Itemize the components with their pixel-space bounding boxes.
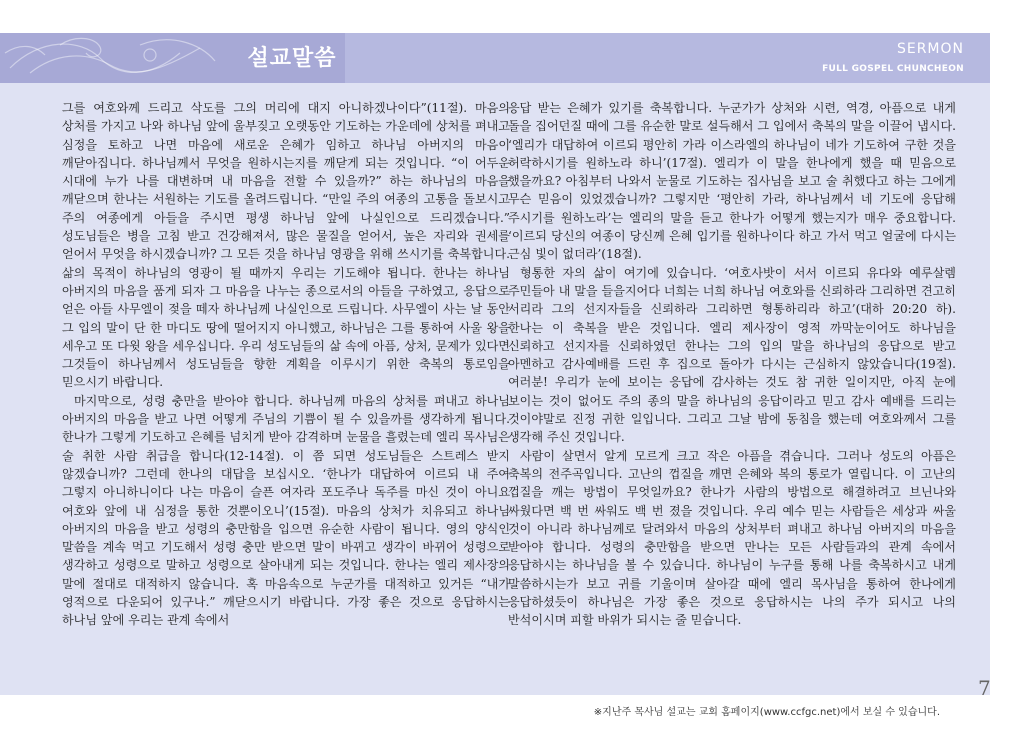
- header-title-panel: [0, 33, 345, 83]
- paragraph: 응답 받는 은혜가 있기를 축복합니다. 누군가가 상처와 시련, 역경, 아픔으로 내게 돌을 집어던질 때에 그를 유순한 말로 설득해서 그 입에서 축복의 말을 이끌어 냅시다. ‘엘리가 대답하여 이르되 평안히 가라 이스라엘의 하나님이 네가 기도하여 구한 것을 허락하시기를 원하노라 하니’(17절). 엘리가 이 말을 한나에게 했을 때 믿음으로 했을까요? 아침부터 나와서 눈물로 기도하는 집사님을 보고 술 취했다고 하는 그에게 무슨 믿음이 있었겠습니까? 그렇지만 ‘평안히 가라, 하나님께서 네 기도에 응답해 주시기를 원하노라’는 엘리의 말을 듣고 한나가 어떻게 했는지가 매우 중요합니다. ‘이르되 당신의 여종이 당신께 은혜 입기를 원하나이다 하고 가서 먹고 얼굴에 다시는 근심 빛이 없더라’(18절).: [508, 101, 956, 262]
- page-title: 설교말씀: [247, 46, 337, 71]
- section-label: SERMON: [896, 41, 964, 57]
- paragraph: 그를 여호와께 드리고 삭도를 그의 머리에 대지 아니하겠나이다”(11절). 마음의 상처를 가지고 나와 하나님 앞에 울부짖고 오랫동안 기도하는 가운데에 상처를 펴내고 심정을 토하고 나면 마음에 새로운 은혜가 임하고 하나님 아버지의 마음이 깨닫아집니다. 하나님께서 무엇을 원하시는지를 깨닫게 되는 것입니다. “이 어두운 시대에 누가 나를 대변하며 내 마음을 전할 수 있을까?” 하는 하나님의 마음을 깨닫으며 한나는 서원하는 기도를 올려드립니다. “만일 주의 여종의 고통을 돌보시고 주의 여종에게 아들을 주시면 평생 하나님 앞에 나실인으로 드리겠습니다.” 성도님들은 병을 고침 받고 건강해져서, 많은 물질을 얻어서, 높은 자리와 권세를 얻어서 무엇을 하시겠습니까? 그 모든 것을 하나님 영광을 위해 쓰시기를 축복합니다. 삶의 목적이 하나님의 영광이 될 때까지 우리는 기도해야 됩니다. 한나는 하나님 아버지의 마음을 품게 되자 그 마음을 나누는 종으로서의 아들을 구하였고, 응답으로 얻은 아들 사무엘이 젖을 떼자 하나님께 나실인으로 드립니다. 사무엘이 사는 날 동안 그 입의 말이 단 한 마디도 땅에 떨어지지 아니했고, 하나님은 그를 통하여 사울 왕을 세우고 또 다윗 왕을 세우십니다. 우리 성도님들의 삶 속에 아픔, 상처, 문제가 있다면 그것들이 하나님께서 성도님들을 향한 계획을 이루시기 위한 축복의 통로임을 믿으시기 바랍니다.: [62, 101, 510, 390]
- ornament-swirl-icon: [0, 33, 230, 83]
- paragraph: 사람이 살면서 알게 모르게 크고 작은 아픔을 겪습니다. 그러나 성도의 아픔은 축복의 전주곡입니다. 고난의 껍질을 깨면 은혜와 복의 통로가 열립니다. 이 고난의 껍질을 깨는 방법이 무엇일까요? 한나가 사람의 방법으로 해결하려고 브닌나와 싸웠다면 백 번 싸워도 백 번 졌을 것입니다. 우리 예수 믿는 사람들은 세상과 싸울 것이 아니라 하나님께로 달려와서 마음의 상처부터 펴내고 하나님 아버지의 마음을 받아야 합니다. 성령의 충만함을 받으면 만나는 모든 사람들과의 관계 속에서 응답하시는 하나님을 볼 수 있습니다. 하나님이 누구를 통해 나를 축복하시고 내게 말씀하시는가 보고 귀를 기울이며 살아갈 때에 엘리 목사님을 통하여 한나에게 응답하셨듯이 하나님은 가장 좋은 것으로 응답하시는 나의 주가 되시고 나의 반석이시며 피할 바위가 되시는 줄 믿습니다.: [508, 448, 956, 628]
- footer-note: ※지난주 목사님 설교는 교회 홈페이지(www.ccfgc.net)에서 보실 수 있습니다.: [593, 707, 940, 718]
- page-header: [0, 33, 990, 83]
- paragraph: 형통한 자의 삶이 여기에 있습니다. ‘여호사밧이 서서 이르되 유다와 예루살렘 주민들아 내 말을 들을지어다 너희는 너희 하나님 여호와를 신뢰하라 그리하면 견고히 서리라 그의 선지자들을 신뢰하라 그리하면 형통하리라 하고’(대하 20:20 하). 한나는 이 축복을 받은 것입니다. 엘리 제사장이 영적 까막눈이어도 하나님을 신뢰하고 선지자를 신뢰하였던 한나는 그의 입의 말을 하나님의 응답으로 받고 아멘하고 감사예배를 드린 후 집으로 돌아가 다시는 근심하지 않았습니다(19절). 여러분! 우리가 눈에 보이는 응답에 감사하는 것도 참 귀한 일이지만, 아직 눈에 보이는 것이 없어도 주의 종의 말을 하나님의 응답이라고 믿고 감사 예배를 드리는 것이야말로 진정 귀한 일입니다. 그리고 그날 밤에 동침을 했는데 여호와께서 그를 생각해 주신 것입니다.: [508, 265, 956, 445]
- right-column: [508, 99, 956, 630]
- paragraph: 마지막으로, 성령 충만을 받아야 합니다. 하나님께 마음의 상처를 펴내고 하나님 아버지의 마음을 받고 나면 어떻게 주님의 기쁨이 될 수 있을까를 생각하게 됩니다. 한나가 그렇게 기도하고 은혜를 넘치게 받아 감격하며 눈물을 흘렸는데 엘리 목사님은 술 취한 사람 취급을 합니다(12-14절). 이 쯤 되면 성도님들은 스트레스 받지 않겠습니까? 그런데 한나의 대답을 보십시오. ‘한나가 대답하여 이르되 내 주여 그렇지 아니하니이다 나는 마음이 슬픈 여자라 포도주나 독주를 마신 것이 아니요 여호와 앞에 내 심정을 통한 것뿐이오니’(15절). 마음의 상처가 치유되고 하나님 아버지의 마음을 받고 성령의 충만함을 입으면 유순한 사람이 됩니다. 영의 양식인 말씀을 계속 먹고 기도해서 성령 충만 받으면 말이 바뀌고 생각이 바뀌어 성령으로 생각하고 성령으로 말하고 성령으로 살아내게 되는 것입니다. 한나는 엘리 제사장의 말에 절대로 대적하지 않습니다. 혹 마음속으로 누군가를 대적하고 있거든 “내가 영적으로 다운되어 있구나.” 깨닫으시기 바랍니다. 가장 좋은 것으로 응답하시는 하나님 앞에 우리는 관계 속에서: [62, 393, 510, 628]
- page-number: 7: [978, 676, 991, 700]
- church-name: FULL GOSPEL CHUNCHEON: [822, 64, 964, 74]
- sermon-body: [0, 83, 990, 695]
- left-column: [62, 99, 510, 630]
